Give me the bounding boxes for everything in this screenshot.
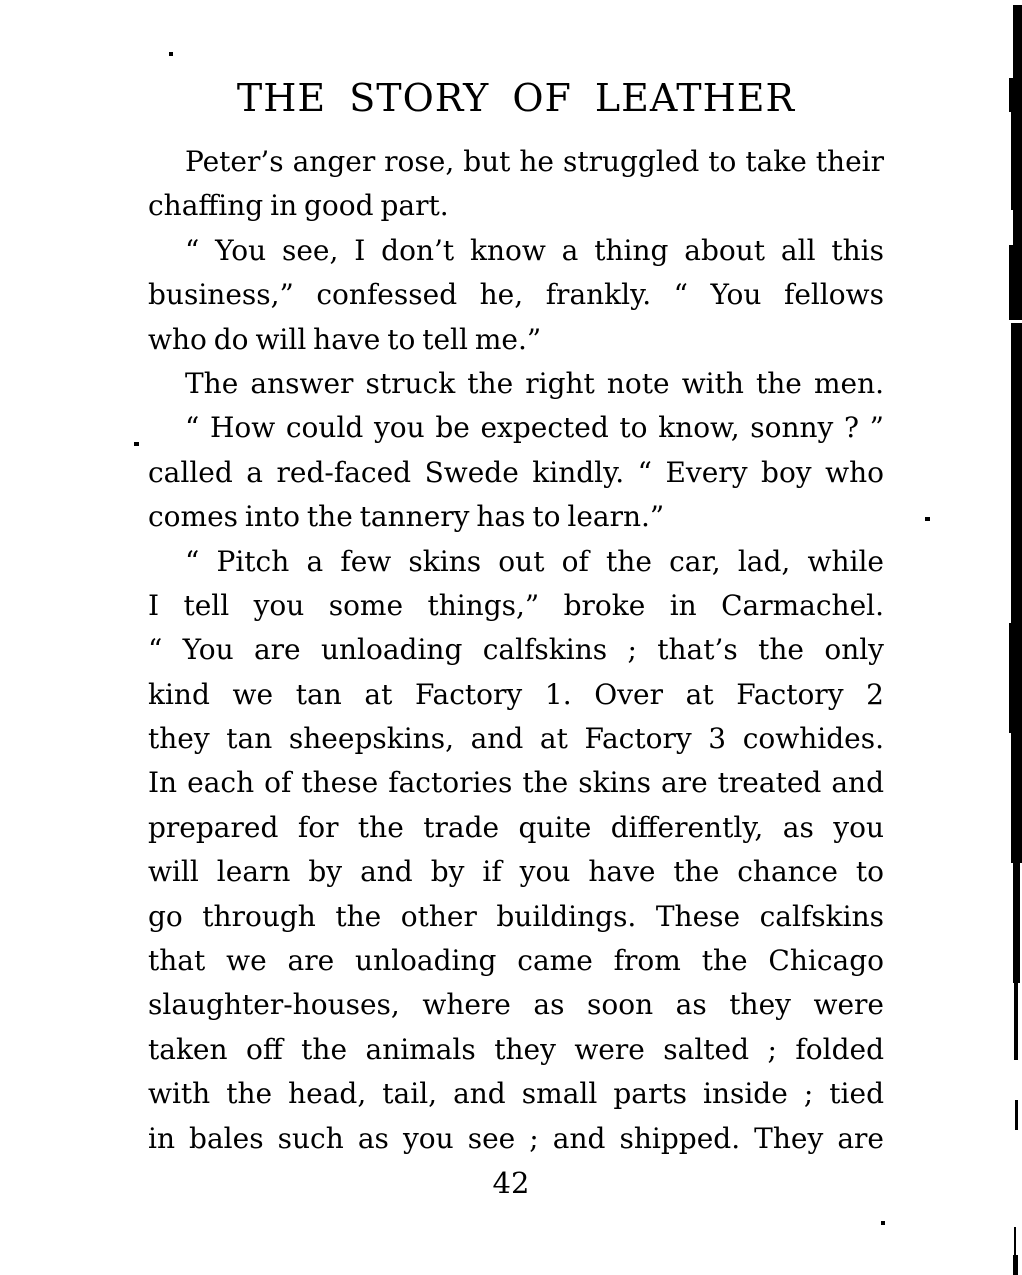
ink-speck	[169, 52, 173, 56]
scan-edge-artifact	[1013, 5, 1022, 78]
scan-edge-artifact	[1015, 1100, 1018, 1130]
scan-edge-artifact	[1013, 1255, 1018, 1275]
text-line: chaffing in good part.	[148, 189, 449, 223]
text-line: “ Pitch a few skins out of the car, lad, while	[185, 544, 884, 578]
text-line: taken off the animals they were salted ; folded	[148, 1032, 884, 1066]
text-line: they tan sheepskins, and at Factory 3 cowhides.	[148, 722, 884, 756]
scan-edge-artifact	[1014, 983, 1018, 1060]
text-line: “ How could you be expected to know, sonny ? ”	[185, 411, 884, 445]
text-line: slaughter-houses, where as soon as they were	[148, 988, 884, 1022]
scan-edge-artifact	[1013, 210, 1022, 245]
body-text	[148, 140, 884, 1161]
text-line: in bales such as you see ; and shipped. They are	[148, 1121, 884, 1155]
ink-speck	[925, 517, 930, 521]
scan-edge-artifact	[1009, 623, 1022, 733]
page-title: THE STORY OF LEATHER	[236, 76, 796, 120]
text-line: business,” confessed he, frankly. “ You fellows	[148, 278, 884, 312]
text-line: kind we tan at Factory 1. Over at Factory 2	[148, 677, 884, 711]
scan-edge-artifact	[1013, 863, 1020, 983]
ink-speck	[881, 1221, 885, 1225]
scan-edge-artifact	[1011, 323, 1022, 623]
scan-edge-artifact	[1009, 245, 1022, 320]
text-line: “ You are unloading calfskins ; that’s the only	[148, 633, 884, 667]
text-line: prepared for the trade quite differently, as you	[148, 810, 884, 844]
scan-edge-artifact	[1011, 112, 1022, 210]
text-line: comes into the tannery has to learn.”	[148, 500, 665, 534]
page-number: 42	[492, 1166, 530, 1200]
scan-edge-artifact	[1014, 1227, 1016, 1255]
text-line: In each of these factories the skins are treated and	[148, 766, 884, 800]
text-line: I tell you some things,” broke in Carmachel.	[148, 588, 884, 622]
text-line: “ You see, I don’t know a thing about all this	[185, 233, 884, 267]
text-line: The answer struck the right note with the men.	[185, 366, 884, 400]
text-line: go through the other buildings. These calfskins	[148, 899, 884, 933]
ink-speck	[134, 442, 139, 446]
text-line: that we are unloading came from the Chicago	[148, 944, 884, 978]
text-line: who do will have to tell me.”	[148, 322, 542, 356]
scan-edge-artifact	[1011, 733, 1022, 863]
text-line: with the head, tail, and small parts inside ; tied	[148, 1077, 884, 1111]
scan-edge-artifact	[1009, 78, 1022, 112]
text-line: Peter’s anger rose, but he struggled to take their	[185, 145, 884, 178]
text-line: called a red-faced Swede kindly. “ Every boy who	[148, 455, 884, 489]
text-line: will learn by and by if you have the chance to	[148, 855, 884, 889]
